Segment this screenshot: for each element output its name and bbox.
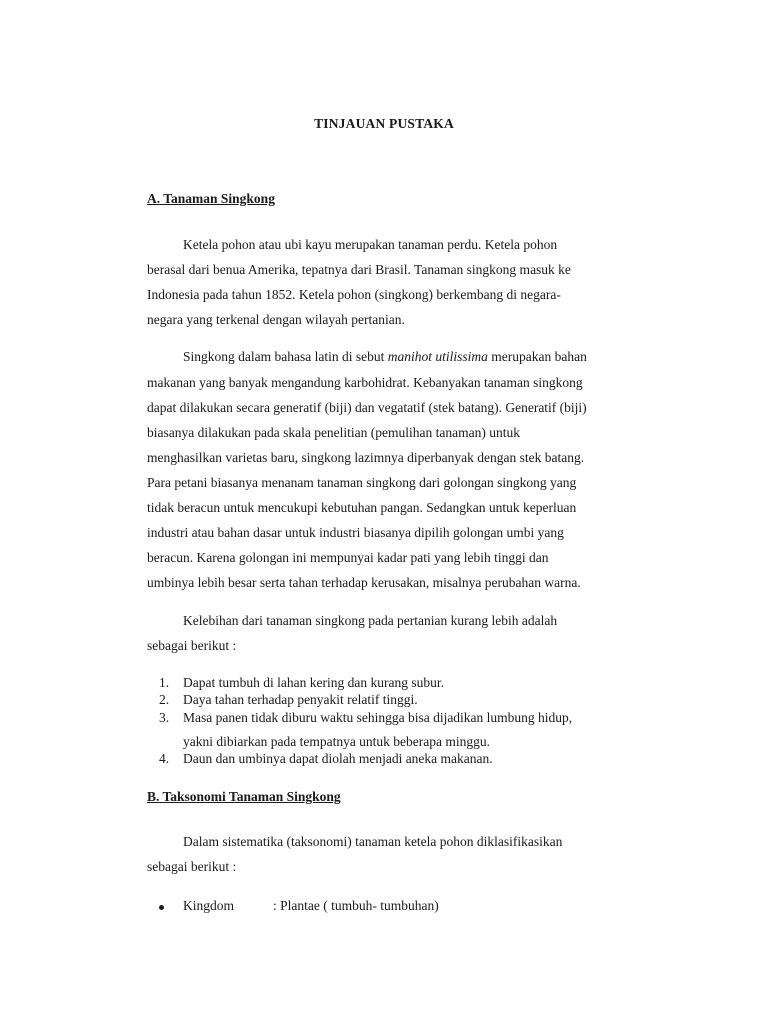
taxonomy-value: : Plantae ( tumbuh- tumbuhan) (273, 898, 439, 913)
bullet-icon (159, 905, 164, 910)
taxonomy-label: Kingdom (183, 898, 235, 913)
paragraph-line: berasal dari benua Amerika, tepatnya dari Brasil. Tanaman singkong masuk ke (147, 262, 571, 277)
page-title: TINJAUAN PUSTAKA (314, 116, 454, 131)
text-run: merupakan bahan (487, 349, 587, 364)
paragraph-line: umbinya lebih besar serta tahan terhadap kerusakan, misalnya perubahan warna. (147, 575, 581, 590)
paragraph-line: sebagai berikut : (147, 638, 237, 653)
paragraph-line: Para petani biasanya menanam tanaman singkong dari golongan singkong yang (147, 475, 577, 490)
list-item: Masa panen tidak diburu waktu sehingga bisa dijadikan lumbung hidup, (183, 710, 573, 725)
list-number: 3. (159, 710, 170, 725)
list-number: 1. (159, 675, 170, 690)
paragraph-line: dapat dilakukan secara generatif (biji) dan vegatatif (stek batang). Generatif (biji) (147, 400, 587, 415)
list-item-continuation: yakni dibiarkan pada tempatnya untuk beberapa minggu. (183, 734, 491, 749)
paragraph-line (183, 349, 587, 365)
paragraph-line: menghasilkan varietas baru, singkong lazimnya diperbanyak dengan stek batang. (147, 450, 585, 465)
list-item: Daun dan umbinya dapat diolah menjadi aneka makanan. (183, 751, 493, 766)
list-number: 4. (159, 751, 170, 766)
paragraph-line: makanan yang banyak mengandung karbohidrat. Kebanyakan tanaman singkong (147, 375, 583, 390)
list-item: Daya tahan terhadap penyakit relatif tinggi. (183, 692, 418, 707)
paragraph-line: beracun. Karena golongan ini mempunyai kadar pati yang lebih tinggi dan (147, 550, 549, 565)
list-item: Dapat tumbuh di lahan kering dan kurang subur. (183, 675, 444, 690)
paragraph-line: Ketela pohon atau ubi kayu merupakan tanaman perdu. Ketela pohon (183, 237, 558, 252)
paragraph-line: sebagai berikut : (147, 859, 237, 874)
section-b-heading: B. Taksonomi Tanaman Singkong (147, 789, 341, 804)
paragraph-line: biasanya dilakukan pada skala penelitian (pemulihan tanaman) untuk (147, 425, 520, 440)
latin-name: manihot utilissima (387, 349, 488, 364)
list-number: 2. (159, 692, 170, 707)
paragraph-line: tidak beracun untuk mencukupi kebutuhan pangan. Sedangkan untuk keperluan (147, 500, 577, 515)
section-a-heading: A. Tanaman Singkong (147, 191, 275, 206)
paragraph-line: Kelebihan dari tanaman singkong pada pertanian kurang lebih adalah (183, 613, 558, 628)
paragraph-line: Dalam sistematika (taksonomi) tanaman ketela pohon diklasifikasikan (183, 834, 563, 849)
paragraph-line: industri atau bahan dasar untuk industri biasanya dipilih golongan umbi yang (147, 525, 564, 540)
paragraph-line: Indonesia pada tahun 1852. Ketela pohon (singkong) berkembang di negara- (147, 287, 561, 302)
paragraph-line: negara yang terkenal dengan wilayah pertanian. (147, 312, 405, 327)
text-run: Singkong dalam bahasa latin di sebut (183, 349, 388, 364)
